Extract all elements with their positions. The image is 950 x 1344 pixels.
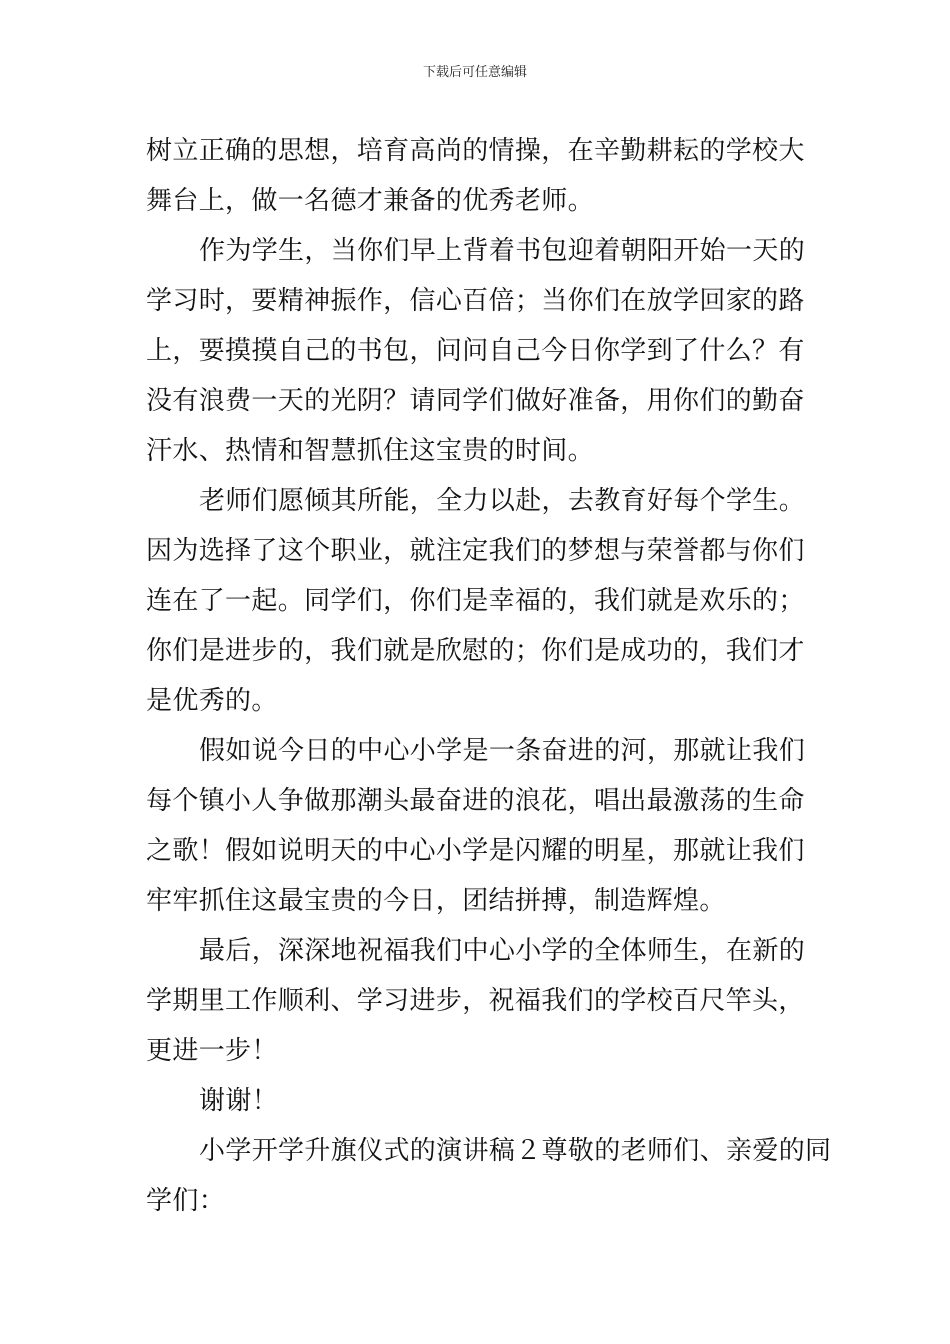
paragraph-first-line: 谢谢！	[199, 1086, 279, 1116]
text-line: 学习时，要精神振作，信心百倍；当你们在放学回家的路	[146, 286, 805, 316]
page-header: 下载后可任意编辑	[422, 65, 527, 80]
text-line: 是优秀的。	[146, 686, 278, 716]
text-line: 牢牢抓住这最宝贵的今日，团结拼搏，制造辉煌。	[146, 886, 726, 916]
text-line: 学们：	[146, 1186, 226, 1216]
paragraph-first-line: 老师们愿倾其所能，全力以赴，去教育好每个学生。	[199, 486, 806, 516]
text-line: 你们是进步的，我们就是欣慰的；你们是成功的，我们才	[146, 636, 805, 666]
text-line: 每个镇小人争做那潮头最奋进的浪花，唱出最激荡的生命	[146, 786, 805, 816]
paragraph-first-line: 作为学生，当你们早上背着书包迎着朝阳开始一天的	[199, 236, 806, 266]
paragraph-first-line: 假如说今日的中心小学是一条奋进的河，那就让我们	[199, 736, 806, 766]
speech-body	[146, 126, 832, 1226]
text-line: 汗水、热情和智慧抓住这宝贵的时间。	[146, 436, 594, 466]
text-line: 舞台上，做一名德才兼备的优秀老师。	[146, 186, 594, 216]
text-line: 没有浪费一天的光阴？请同学们做好准备，用你们的勤奋	[146, 386, 805, 416]
text-line: 更进一步！	[146, 1036, 278, 1066]
paragraph-first-line: 最后，深深地祝福我们中心小学的全体师生，在新的	[199, 936, 806, 966]
text-line: 树立正确的思想，培育高尚的情操，在辛勤耕耘的学校大	[146, 136, 805, 166]
text-line: 之歌！假如说明天的中心小学是闪耀的明星，那就让我们	[146, 836, 805, 866]
text-line: 因为选择了这个职业，就注定我们的梦想与荣誉都与你们	[146, 536, 805, 566]
paragraph-first-line: 小学开学升旗仪式的演讲稿２尊敬的老师们、亲爱的同	[199, 1136, 832, 1166]
text-line: 学期里工作顺利、学习进步，祝福我们的学校百尺竿头，	[146, 986, 805, 1016]
text-line: 连在了一起。同学们，你们是幸福的，我们就是欢乐的；	[146, 586, 805, 616]
text-line: 上，要摸摸自己的书包，问问自己今日你学到了什么？有	[146, 336, 805, 366]
